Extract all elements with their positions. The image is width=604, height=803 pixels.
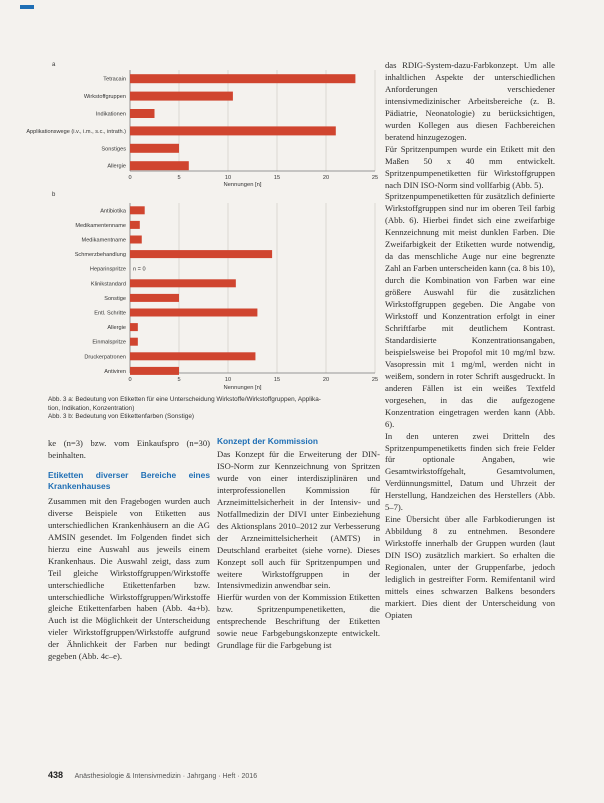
- section-heading-konzept: Konzept der Kommission: [217, 436, 318, 446]
- section-heading-etiketten: Etiketten diverser Bereiche eines Krankenhauses: [48, 469, 210, 491]
- bar: [130, 309, 257, 317]
- x-tick-label: 25: [371, 377, 379, 383]
- left-paragraph-1: ke (n=3) bzw. vom Einkaufspro (n=30) beinhalten.: [48, 438, 210, 460]
- left-paragraph-2: Zusammen mit den Fragebogen wurden auch diverse Beispiele von Etiketten aus unterschiedlichen Krankenhäusern an die AG AMSIN gesendet. Im Folgenden findet sich hierzu eine Auswahl aus jeweils einem Krankenhaus. Die Auswahl zeigt, dass zum Teil gleiche Wirkstoffgruppen/Wirkstoffe unterschiedliche Etikettenfarben bzw. unterschiedliche Wirkstoffgruppen/Wirkstoffe gleiche Etikettenfarben haben (Abb. 4a+b). Auch ist die Möglichkeit der Unterscheidung vieler Wirkstoffgruppen/Wirkstoffe aufgrund der Ähnlichkeit der Farben nur bedingt gegeben (Abb. 4c–e).: [48, 495, 210, 662]
- right-paragraph-5: Eine Übersicht über alle Farbkodierungen ist Abbildung 8 zu entnehmen. Besondere Wirkstoffe innerhalb der Gruppen wurden (laut DIN ISO) zusätzlich markiert. So erhalten die Regionalen, unter der Gruppenfarbe, jedoch lediglich in gestreifter Form. Remifentanil wird mittels eines schwarzen Balkens besonders markiert. Dies dient der Unterscheidung von Opiaten: [385, 514, 555, 620]
- x-tick-label: 5: [177, 377, 181, 383]
- zero-annotation: n = 0: [133, 266, 146, 273]
- category-label: Antiviren: [104, 368, 126, 375]
- bar: [130, 206, 145, 214]
- x-tick-label: 10: [224, 175, 232, 181]
- x-tick-label: 15: [273, 175, 281, 181]
- category-label: Druckerpatronen: [84, 354, 126, 361]
- caption-line-2: tion, Indikation, Konzentration): [48, 404, 135, 412]
- right-column: [385, 60, 555, 622]
- category-label: Heparinspritze: [89, 266, 126, 273]
- right-paragraph-4: In den unteren zwei Dritteln des Spritzenpumpenetiketts finden sich freie Felder für optionale Angaben, wie Gesamtwirkstoffgehalt, Gesamtvolumen, Verdünnungsmittel, Datum und Uhrzeit der Herstellung, Handzeichen des Herstellers (Abb. 5–7).: [385, 430, 555, 513]
- bar: [130, 221, 140, 229]
- category-label: Entl. Schritte: [94, 310, 126, 317]
- bar: [130, 109, 155, 118]
- category-label: Wirkstoffgruppen: [83, 94, 126, 101]
- panel-label: b: [52, 192, 56, 198]
- mid-paragraph-1: Das Konzept für die Erweiterung der DIN-ISO-Norm zur Kennzeichnung von Spritzen wurde von einer interdisziplinären und interprofessionellen Kommission für Arzneimittelsicherheit in der Intensiv- und Notfallmedizin der DIVI unter Einbeziehung des Aktionsplans 2010–2012 zur Verbesserung der Arzneimittelsicherheit (AMTS) in Deutschland erarbeitet (siehe vorne). Dieses Konzept soll auch für Spritzenpumpen und weitere Wirkstoffgruppen in der Intensivmedizin anwendbar sein.: [217, 449, 380, 591]
- bar: [130, 250, 272, 258]
- bar: [130, 279, 236, 287]
- bar: [130, 367, 179, 375]
- x-tick-label: 25: [371, 175, 379, 181]
- x-tick-label: 20: [322, 377, 330, 383]
- right-paragraph-3: Spritzenpumpenetiketten für zusätzlich definierte Wirkstoffgruppen sind nur im oberen Teil farbig (Abb. 6). Hierbei findet sich eine zweifarbige Kennzeichnung mit meist dunklen Farben. Die Zweifarbigkeit der Etiketten wurde notwendig, da das menschliche Auge nur eine begrenzte Zahl an Farben unterscheiden kann (ca. 8 bis 10), durch die Kombination von Farben war eine größere Auswahl für die zusätzlichen Wirkstoffgruppen gegeben. Die Angabe von Wirkstoff und Konzentration erfolgt in einer Schriftfarbe mit deutlichem Kontrast. Standardisierte Konzentrationsangaben, beispielsweise bei Propofol mit 10 mg/ml bzw. Vasopressin mit 1 mg/ml, werden nicht in weißem, sondern in roter Schrift ausgedruckt. In anderen Fällen ist ein weißes Textfeld vorgesehen, in das die aufgezogene Konzentration eingetragen werden kann (Abb. 6).: [385, 191, 555, 429]
- panel-label: a: [52, 62, 56, 68]
- x-tick-label: 5: [177, 175, 181, 181]
- category-label: Schmerzbehandlung: [74, 252, 126, 259]
- page-footer: [48, 770, 257, 780]
- bar: [130, 352, 255, 360]
- category-label: Einmalspritze: [92, 339, 126, 346]
- category-label: Antibiotika: [100, 208, 126, 215]
- figure-caption: [48, 396, 388, 422]
- caption-line-1: Abb. 3 a: Bedeutung von Etiketten für eine Unterscheidung Wirkstoffe/Wirkstoffgruppen, Applika-: [48, 396, 321, 403]
- mid-paragraph-2: Hierfür wurden von der Kommission Etiketten bzw. Spritzenpumpenetiketten, die entsprechende Beschriftung der Etiketten sowie neue Farbgebungskonzepte entwickelt. Grundlage für die Farbgebung ist: [217, 592, 380, 651]
- category-label: Tetracain: [103, 76, 126, 83]
- bar: [130, 74, 355, 83]
- page-number: 438: [48, 770, 64, 780]
- bar: [130, 92, 233, 101]
- category-label: Medikamentenname: [75, 222, 126, 229]
- x-tick-label: 10: [224, 377, 232, 383]
- bar: [130, 338, 138, 346]
- bar: [130, 144, 179, 153]
- category-label: Allergie: [107, 163, 126, 170]
- caption-line-3: Abb. 3 b: Bedeutung von Etikettenfarben (Sonstige): [48, 413, 195, 421]
- bar: [130, 294, 179, 302]
- right-paragraph-1: das RDIG-System-dazu-Farbkonzept. Um alle inhaltlichen Aspekte der unterschiedlichen Anforderungen verschiedener intensivmedizinischer Arbeitsbereiche (z. B. Pädiatrie, Neonatologie) zu berücksichtigen, wurden Kollegen aus diesen Fachbereichen beratend hinzugezogen.: [385, 60, 555, 142]
- bar: [130, 236, 142, 244]
- bar: [130, 161, 189, 170]
- middle-column: [217, 436, 380, 652]
- category-label: Allergie: [107, 325, 126, 332]
- bar: [130, 126, 336, 135]
- category-label: Sonstiges: [101, 146, 126, 153]
- bar: [130, 323, 138, 331]
- journal-name: Anästhesiologie & Intensivmedizin · Jahrgang · Heft · 2016: [74, 773, 258, 780]
- x-tick-label: 0: [128, 377, 132, 383]
- x-tick-label: 20: [322, 175, 330, 181]
- category-label: Indikationen: [95, 111, 126, 118]
- category-label: Medikamentname: [81, 237, 126, 244]
- category-label: Applikationswege (i.v., i.m., s.c., intrath.): [26, 128, 126, 135]
- x-axis-label: Nennungen [n]: [223, 182, 262, 188]
- x-axis-label: Nennungen [n]: [223, 385, 262, 391]
- left-column: [48, 438, 210, 663]
- x-tick-label: 15: [273, 377, 281, 383]
- category-label: Klinikstandard: [90, 281, 126, 288]
- x-tick-label: 0: [128, 175, 132, 181]
- category-label: Sonstige: [104, 295, 126, 302]
- right-paragraph-2: Für Spritzenpumpen wurde ein Etikett mit den Maßen 50 x 40 mm entwickelt. Spritzenpumpenetiketten für Wirkstoffgruppen nach DIN ISO-Norm sind vollfarbig (Abb. 5).: [385, 143, 555, 190]
